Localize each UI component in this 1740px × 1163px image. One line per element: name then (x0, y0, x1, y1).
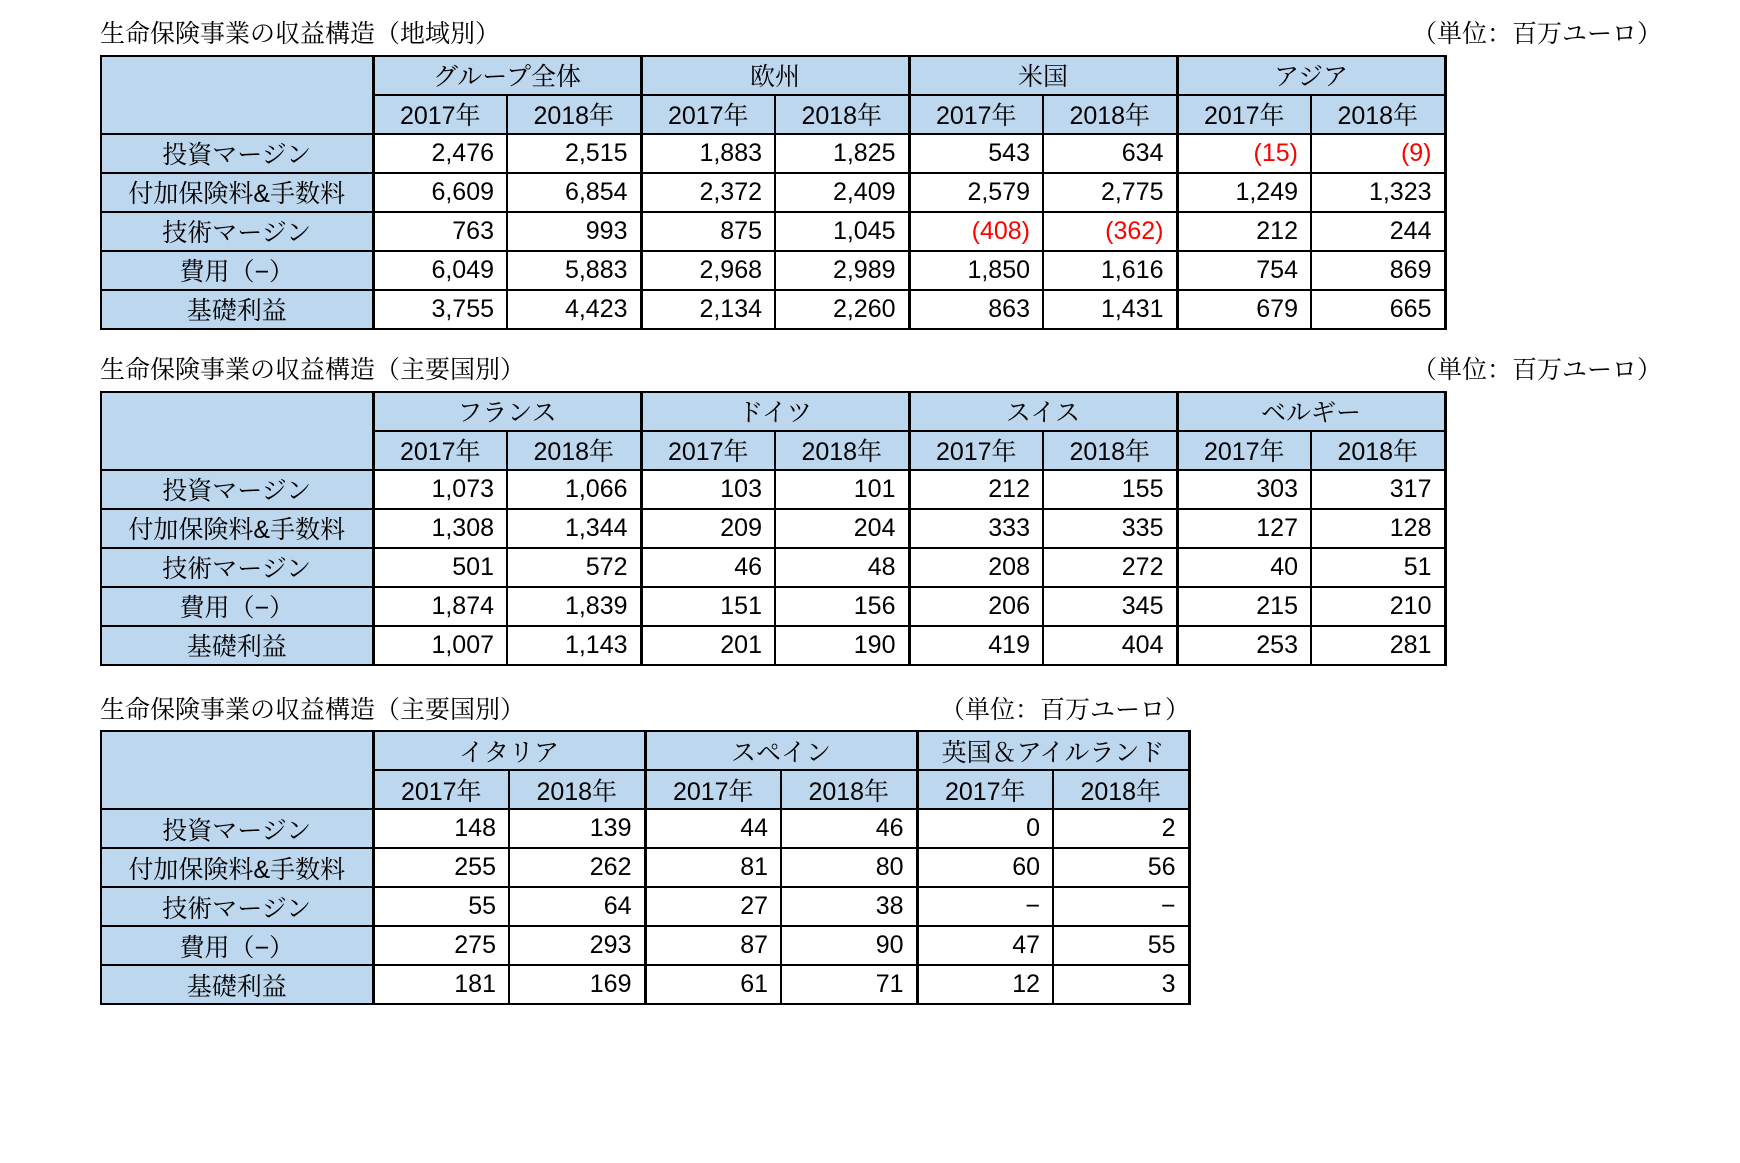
year-header-0-1: 2018年 (507, 95, 641, 134)
cell: 6,609 (373, 173, 507, 212)
cell: 1,249 (1177, 173, 1311, 212)
table-title: 生命保険事業の収益構造（主要国別） (100, 695, 526, 724)
cell: − (917, 887, 1053, 926)
cell: − (1053, 887, 1189, 926)
year-header-3-1: 2018年 (1311, 431, 1445, 470)
cell: 204 (775, 509, 909, 548)
cell: 2,989 (775, 251, 909, 290)
year-header-0-1: 2018年 (507, 431, 641, 470)
row-label: 技術マージン (101, 548, 373, 587)
cell: 634 (1043, 134, 1177, 173)
year-header-0-0: 2017年 (373, 770, 509, 809)
table-corner-cell (101, 392, 373, 470)
row-label: 投資マージン (101, 809, 373, 848)
cell: 71 (781, 965, 917, 1004)
table-corner-cell (101, 56, 373, 134)
table-row (101, 173, 1445, 212)
table-title: 生命保険事業の収益構造（主要国別） (100, 355, 526, 384)
cell: 5,883 (507, 251, 641, 290)
cell: 209 (641, 509, 775, 548)
table-row (101, 212, 1445, 251)
cell: 55 (1053, 926, 1189, 965)
cell: 2,134 (641, 290, 775, 329)
group-header-3: アジア (1177, 56, 1445, 95)
cell: 1,616 (1043, 251, 1177, 290)
cell: 64 (509, 887, 645, 926)
table-row (101, 509, 1445, 548)
year-header-2-1: 2018年 (1043, 95, 1177, 134)
group-header-3: ベルギー (1177, 392, 1445, 431)
cell: 27 (645, 887, 781, 926)
year-header-2-1: 2018年 (1043, 431, 1177, 470)
cell: 46 (781, 809, 917, 848)
cell: 665 (1311, 290, 1445, 329)
table-row (101, 470, 1445, 509)
row-label: 技術マージン (101, 887, 373, 926)
cell: 262 (509, 848, 645, 887)
year-header-0-0: 2017年 (373, 95, 507, 134)
year-header-3-0: 2017年 (1177, 95, 1311, 134)
cell: 139 (509, 809, 645, 848)
year-header-2-0: 2017年 (917, 770, 1053, 809)
cell: 1,308 (373, 509, 507, 548)
row-label: 投資マージン (101, 134, 373, 173)
row-label: 費用（−） (101, 251, 373, 290)
year-header-2-1: 2018年 (1053, 770, 1189, 809)
group-header-2: 英国＆アイルランド (917, 731, 1189, 770)
cell: 2,372 (641, 173, 775, 212)
row-label: 基礎利益 (101, 290, 373, 329)
cell: 1,825 (775, 134, 909, 173)
cell: 212 (1177, 212, 1311, 251)
cell: 1,066 (507, 470, 641, 509)
year-header-3-0: 2017年 (1177, 431, 1311, 470)
income-structure-table-countries-1 (100, 391, 1447, 666)
cell: 38 (781, 887, 917, 926)
cell: 1,839 (507, 587, 641, 626)
year-header-2-0: 2017年 (909, 95, 1043, 134)
cell: 1,323 (1311, 173, 1445, 212)
cell: 293 (509, 926, 645, 965)
cell: 303 (1177, 470, 1311, 509)
table-corner-cell (101, 731, 373, 809)
cell: 679 (1177, 290, 1311, 329)
cell: 61 (645, 965, 781, 1004)
group-header-0: フランス (373, 392, 641, 431)
cell: 1,874 (373, 587, 507, 626)
cell: 404 (1043, 626, 1177, 665)
cell: 181 (373, 965, 509, 1004)
cell: 754 (1177, 251, 1311, 290)
year-header-1-1: 2018年 (775, 431, 909, 470)
cell: 335 (1043, 509, 1177, 548)
cell: 44 (645, 809, 781, 848)
cell: 12 (917, 965, 1053, 1004)
row-label: 費用（−） (101, 587, 373, 626)
cell: 208 (909, 548, 1043, 587)
cell: 215 (1177, 587, 1311, 626)
row-label: 付加保険料&手数料 (101, 848, 373, 887)
cell: 40 (1177, 548, 1311, 587)
cell: 875 (641, 212, 775, 251)
cell: 1,344 (507, 509, 641, 548)
cell: 81 (645, 848, 781, 887)
cell: 2,968 (641, 251, 775, 290)
year-header-1-1: 2018年 (781, 770, 917, 809)
row-label: 基礎利益 (101, 626, 373, 665)
cell: 2 (1053, 809, 1189, 848)
cell: 206 (909, 587, 1043, 626)
table-row (101, 587, 1445, 626)
row-label: 付加保険料&手数料 (101, 173, 373, 212)
cell: 51 (1311, 548, 1445, 587)
table-block-region (100, 20, 1740, 330)
table-row (101, 809, 1189, 848)
table-row (101, 134, 1445, 173)
cell: 763 (373, 212, 507, 251)
row-label: 投資マージン (101, 470, 373, 509)
table-caption (100, 20, 1662, 49)
cell: (362) (1043, 212, 1177, 251)
cell: 190 (775, 626, 909, 665)
table-row (101, 548, 1445, 587)
cell: 80 (781, 848, 917, 887)
table-caption (100, 356, 1662, 385)
cell: 48 (775, 548, 909, 587)
cell: 60 (917, 848, 1053, 887)
table-row (101, 926, 1189, 965)
cell: 201 (641, 626, 775, 665)
cell: 156 (775, 587, 909, 626)
year-header-3-1: 2018年 (1311, 95, 1445, 134)
table-block-major-countries-2 (100, 696, 1740, 1006)
cell: (9) (1311, 134, 1445, 173)
cell: 543 (909, 134, 1043, 173)
row-label: 費用（−） (101, 926, 373, 965)
cell: 3 (1053, 965, 1189, 1004)
group-header-2: 米国 (909, 56, 1177, 95)
cell: 6,049 (373, 251, 507, 290)
year-header-1-0: 2017年 (641, 95, 775, 134)
table-unit-note: （単位：百万ユーロ） (939, 695, 1190, 724)
cell: 1,431 (1043, 290, 1177, 329)
cell: 55 (373, 887, 509, 926)
row-label: 付加保険料&手数料 (101, 509, 373, 548)
cell: 1,073 (373, 470, 507, 509)
cell: 2,579 (909, 173, 1043, 212)
cell: 1,045 (775, 212, 909, 251)
cell: 1,883 (641, 134, 775, 173)
cell: 1,850 (909, 251, 1043, 290)
year-header-2-0: 2017年 (909, 431, 1043, 470)
group-header-0: グループ全体 (373, 56, 641, 95)
cell: 2,515 (507, 134, 641, 173)
cell: 501 (373, 548, 507, 587)
cell: 275 (373, 926, 509, 965)
cell: 281 (1311, 626, 1445, 665)
cell: 127 (1177, 509, 1311, 548)
table-title: 生命保険事業の収益構造（地域別） (100, 20, 501, 48)
cell: 244 (1311, 212, 1445, 251)
cell: 6,854 (507, 173, 641, 212)
cell: 90 (781, 926, 917, 965)
table-row (101, 290, 1445, 329)
cell: 2,775 (1043, 173, 1177, 212)
table-row (101, 251, 1445, 290)
cell: 103 (641, 470, 775, 509)
table-header-row-groups (101, 56, 1445, 95)
cell: 1,007 (373, 626, 507, 665)
table-row (101, 848, 1189, 887)
cell: 993 (507, 212, 641, 251)
cell: 155 (1043, 470, 1177, 509)
cell: 169 (509, 965, 645, 1004)
year-header-1-0: 2017年 (645, 770, 781, 809)
group-header-1: 欧州 (641, 56, 909, 95)
table-unit-note: （単位：百万ユーロ） (1411, 355, 1662, 384)
cell: 253 (1177, 626, 1311, 665)
cell: 863 (909, 290, 1043, 329)
cell: 46 (641, 548, 775, 587)
cell: 255 (373, 848, 509, 887)
cell: 2,409 (775, 173, 909, 212)
cell: 272 (1043, 548, 1177, 587)
table-caption (100, 696, 1190, 725)
cell: 2,476 (373, 134, 507, 173)
cell: 212 (909, 470, 1043, 509)
cell: 101 (775, 470, 909, 509)
income-structure-table-countries-2 (100, 730, 1191, 1005)
table-row (101, 887, 1189, 926)
cell: 3,755 (373, 290, 507, 329)
cell: 345 (1043, 587, 1177, 626)
table-row (101, 965, 1189, 1004)
cell: 0 (917, 809, 1053, 848)
cell: 572 (507, 548, 641, 587)
cell: 2,260 (775, 290, 909, 329)
cell: 1,143 (507, 626, 641, 665)
year-header-1-0: 2017年 (641, 431, 775, 470)
table-row (101, 626, 1445, 665)
group-header-1: ドイツ (641, 392, 909, 431)
group-header-0: イタリア (373, 731, 645, 770)
cell: (408) (909, 212, 1043, 251)
cell: 47 (917, 926, 1053, 965)
year-header-1-1: 2018年 (775, 95, 909, 134)
year-header-0-0: 2017年 (373, 431, 507, 470)
cell: 4,423 (507, 290, 641, 329)
table-unit-note: （単位：百万ユーロ） (1411, 20, 1662, 48)
cell: 148 (373, 809, 509, 848)
row-label: 技術マージン (101, 212, 373, 251)
cell: 128 (1311, 509, 1445, 548)
cell: 151 (641, 587, 775, 626)
cell: 317 (1311, 470, 1445, 509)
group-header-2: スイス (909, 392, 1177, 431)
cell: (15) (1177, 134, 1311, 173)
year-header-0-1: 2018年 (509, 770, 645, 809)
cell: 419 (909, 626, 1043, 665)
cell: 87 (645, 926, 781, 965)
table-block-major-countries-1 (100, 356, 1740, 666)
table-header-row-groups (101, 731, 1189, 770)
cell: 56 (1053, 848, 1189, 887)
income-structure-table-region (100, 55, 1447, 330)
group-header-1: スペイン (645, 731, 917, 770)
table-header-row-groups (101, 392, 1445, 431)
row-label: 基礎利益 (101, 965, 373, 1004)
cell: 210 (1311, 587, 1445, 626)
cell: 333 (909, 509, 1043, 548)
cell: 869 (1311, 251, 1445, 290)
